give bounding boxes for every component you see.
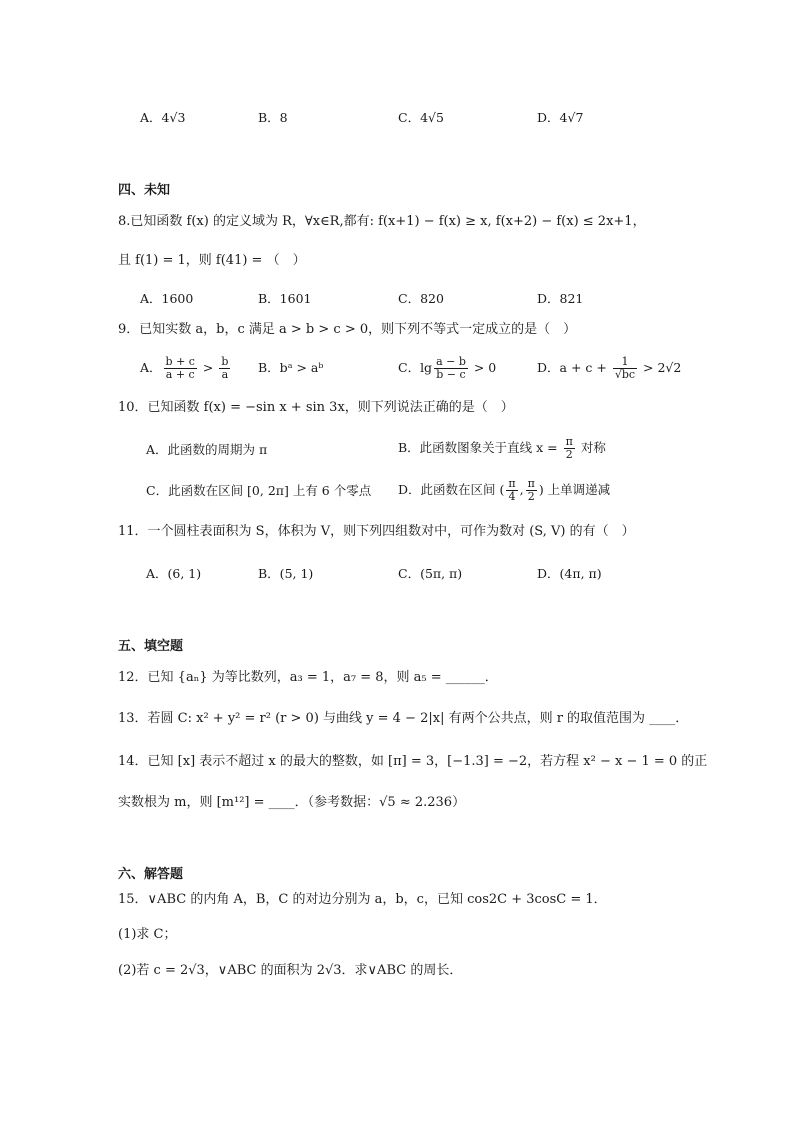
- q11-option-b: B．(5, 1): [258, 566, 314, 581]
- q9-c-fraction: [434, 356, 468, 381]
- q9-c-numerator: a − b: [436, 355, 466, 368]
- q9-a-mid: >: [198, 360, 218, 375]
- q9-d-fraction: [613, 356, 637, 381]
- q10-d-denominator2: 2: [527, 490, 535, 503]
- q7-option-b: B．8: [258, 110, 288, 125]
- q10-option-b: [398, 436, 606, 461]
- q14-stem-line2: 实数根为 m，则 [m¹²] = ____．（参考数据：√5 ≈ 2.236）: [118, 795, 466, 810]
- q10-d-suffix: ) 上单调递减: [538, 482, 611, 497]
- q15-part2: (2)若 c = 2√3，∨ABC 的面积为 2√3．求∨ABC 的周长．: [118, 963, 463, 978]
- q7-option-c: C．4√5: [398, 110, 444, 125]
- q12-stem: 12．已知 {aₙ} 为等比数列，a₃ = 1，a₇ = 8，则 a₅ = ______．: [118, 670, 498, 685]
- q14-stem-line1: 14．已知 [x] 表示不超过 x 的最大的整数，如 [π] = 3，[−1.3] = −2，若方程 x² − x − 1 = 0 的正: [118, 754, 708, 769]
- q11-option-c: C．(5π, π): [398, 566, 463, 581]
- q10-b-prefix: B．此函数图象关于直线 x =: [398, 440, 562, 455]
- q7-option-d: D．4√7: [537, 110, 584, 125]
- q9-a-numerator: b + c: [165, 355, 195, 368]
- q8-stem-line1: 8.已知函数 f(x) 的定义域为 R，∀x∈R,都有: f(x+1) − f(x) ≥ x, f(x+2) − f(x) ≤ 2x+1，: [118, 214, 646, 229]
- q10-option-d: D．此函数在区间 ( $\frac{\pi}{4}$ , $\frac{\pi}{2}$ ) 上单调递减: [398, 477, 611, 503]
- q9-a-fraction2: [219, 356, 230, 381]
- q10-d-numerator2: π: [527, 477, 535, 490]
- q9-d-prefix: D．a + c +: [537, 360, 611, 375]
- q8-stem-line2: 且 f(1) = 1，则 f(41) = （ ）: [118, 253, 306, 268]
- q10-option-c: C．此函数在区间 [0, 2π] 上有 6 个零点: [146, 483, 372, 498]
- q13-stem: 13．若圆 C: x² + y² = r² (r > 0) 与曲线 y = 4 − 2|x| 有两个公共点，则 r 的取值范围为 ____．: [118, 711, 689, 726]
- q10-stem: 10．已知函数 f(x) = −sin x + sin 3x，则下列说法正确的是（ ）: [118, 400, 514, 415]
- q11-option-a: A．(6, 1): [146, 566, 202, 581]
- q9-d-suffix: > 2√2: [639, 360, 682, 375]
- q10-b-fraction: [564, 436, 575, 461]
- q9-a-fraction: [164, 356, 197, 381]
- section-heading-solutions: 六、解答题: [118, 867, 184, 882]
- q8-option-b: B．1601: [258, 291, 312, 306]
- q10-d-fraction2: [526, 478, 537, 503]
- q10-b-suffix: 对称: [576, 440, 606, 455]
- q10-d-denominator1: 4: [508, 490, 516, 503]
- q10-d-fraction1: [506, 478, 517, 503]
- q9-a-numerator2: b: [221, 355, 229, 368]
- q10-b-numerator: π: [565, 435, 573, 448]
- q10-d-prefix: D．此函数在区间 (: [398, 482, 505, 497]
- section-heading-unknown: 四、未知: [118, 183, 171, 198]
- q9-a-denominator: a + c: [165, 368, 195, 381]
- q15-part1: (1)求 C；: [118, 927, 177, 942]
- q10-b-denominator: 2: [565, 448, 573, 461]
- q8-option-d: D．821: [537, 291, 584, 306]
- q11-option-d: D．(4π, π): [537, 566, 602, 581]
- q9-c-denominator: b − c: [436, 368, 466, 381]
- section-heading-fill-in: 五、填空题: [118, 639, 184, 654]
- q9-a-prefix: A．: [140, 360, 162, 375]
- q9-c-suffix: > 0: [469, 360, 497, 375]
- q9-d-denominator: √bc: [614, 368, 636, 381]
- q9-option-d: [537, 356, 681, 381]
- q8-option-c: C．820: [398, 291, 444, 306]
- q9-d-numerator: 1: [613, 356, 637, 369]
- q8-option-a: A．1600: [140, 291, 194, 306]
- q9-option-a: [140, 356, 232, 381]
- q15-stem: 15．∨ABC 的内角 A，B，C 的对边分别为 a，b，c，已知 cos2C + 3cosC = 1．: [118, 892, 607, 907]
- q11-stem: 11．一个圆柱表面积为 S，体积为 V，则下列四组数对中，可作为数对 (S, V) 的有（ ）: [118, 524, 635, 539]
- q10-d-numerator1: π: [508, 477, 516, 490]
- q10-option-a: A．此函数的周期为 π: [146, 442, 268, 457]
- q7-option-a: A．4√3: [140, 110, 186, 125]
- q9-option-b: B．bᵃ > aᵇ: [258, 360, 324, 375]
- q9-a-denominator2: a: [221, 368, 229, 381]
- q9-stem: 9．已知实数 a，b，c 满足 a > b > c > 0，则下列不等式一定成立的是（ ）: [118, 322, 577, 337]
- q9-option-c: [398, 356, 496, 381]
- q9-c-prefix: C．lg: [398, 360, 433, 375]
